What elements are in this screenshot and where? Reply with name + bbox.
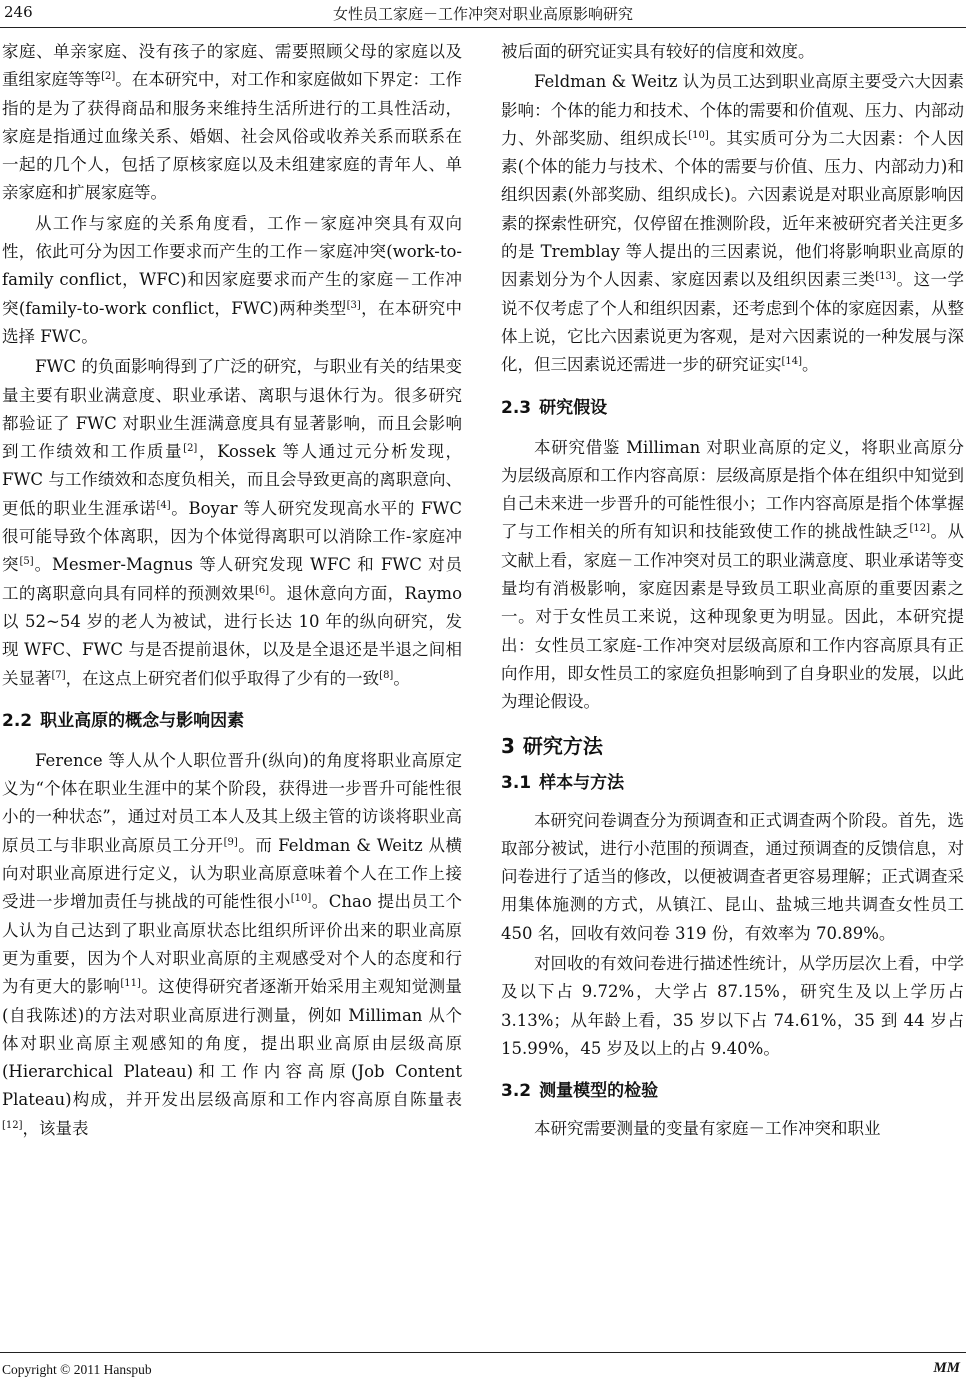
- citation[interactable]: [11]: [120, 978, 141, 990]
- section-heading: 3.1 样本与方法: [501, 772, 625, 793]
- citation[interactable]: [7]: [51, 669, 66, 681]
- citation[interactable]: [6]: [255, 584, 270, 596]
- header-rule: [0, 27, 966, 28]
- paragraph: Ference 等人从个人职位晋升(纵向)的角度将职业高原定义为“个体在职业生涯中的某个阶段，获得进一步晋升可能性很小的一种状态”，通过对员工本人及其上级主管的访谈将职业高原员工与非职业高原员工分开[9]。而 Feldman & Weitz 从横向对职业高原进行定义，认为职业高原意味着个人在工作上接受进一步增加责任与挑战的可能性很小[10]。Chao 提出员工个人认为自己达到了职业高原状态比组织所评价出来的职业高原更为重要，因为个人对职业高原的主观感受对个人的态度和行为有更大的影响[11]。这使得研究者逐渐开始采用主观知觉测量(自我陈述)的方法对职业高原进行测量，例如 Milliman 从个体对职业高原主观感知的角度，提出职业高原由层级高原(Hierarchical Plateau)和工作内容高原(Job Content Plateau)构成，并开发出层级高原和工作内容高原自陈量表[12]，该量表: [2, 750, 463, 1138]
- page-footer: [0, 1352, 966, 1386]
- citation[interactable]: [10]: [688, 129, 709, 141]
- right-column: [501, 38, 964, 1144]
- citation[interactable]: [8]: [379, 669, 394, 681]
- journal-abbrev: MM: [933, 1360, 960, 1376]
- citation[interactable]: [3]: [346, 299, 361, 311]
- citation[interactable]: [2]: [183, 443, 198, 455]
- citation[interactable]: [4]: [156, 499, 171, 511]
- section-heading: 3 研究方法: [501, 733, 603, 758]
- paragraph: Feldman & Weitz 认为员工达到职业高原主要受六大因素影响：个体的能力和技术、个体的需要和价值观、压力、内部动力、外部奖励、组织成长[10]。其实质可分为二大因素：个人因素(个体的能力与技术、个体的需要与价值、压力、内部动力)和组织因素(外部奖励、组织成长)。六因素说是对职业高原影响因素的探索性研究，仅停留在推测阶段，近年来被研究者关注更多的是 Tremblay 等人提出的三因素说，他们将影响职业高原的因素划分为个人因素、家庭因素以及组织因素三类[13]。这一学说不仅考虑了个人和组织因素，还考虑到个体的家庭因素，从整体上说，它比六因素说更为客观，是对六因素说的一种发展与深化，但三因素说还需进一步的研究证实[14]。: [501, 72, 965, 375]
- paragraph: 被后面的研究证实具有较好的信度和效度。: [501, 42, 815, 61]
- citation[interactable]: [2]: [101, 71, 116, 83]
- citation[interactable]: [5]: [19, 556, 34, 568]
- running-title: 女性员工家庭－工作冲突对职业高原影响研究: [332, 5, 633, 23]
- section-heading: 3.2 测量模型的检验: [501, 1081, 659, 1102]
- citation[interactable]: [14]: [781, 356, 803, 368]
- left-column: [2, 38, 462, 1143]
- paragraph: FWC 的负面影响得到了广泛的研究，与职业有关的结果变量主要有职业满意度、职业承诺、离职与退休行为。很多研究都验证了 FWC 对职业生涯满意度具有显著影响，而且会影响到工作绩效和工作质量[2]，Kossek 等人通过元分析发现，FWC 与工作绩效和态度负相关，而且会导致更高的离职意向、更低的职业生涯承诺[4]。Boyar 等人研究发现高水平的 FWC 很可能导致个体离职，因为个体觉得离职可以消除工作-家庭冲突[5]。Mesmer-Magnus 等人研究发现 WFC 和 FWC 对员工的离职意向具有同样的预测效果[6]。退休意向方面，Raymo 以 52~54 岁的老人为被试，进行长达 10 年的纵向研究，发现 WFC、FWC 与是否提前退休，以及是全退还是半退之间相关显著[7]，在这点上研究者们似乎取得了少有的一致[8]。: [2, 357, 463, 688]
- citation[interactable]: [10]: [290, 893, 312, 905]
- citation[interactable]: [12]: [909, 523, 930, 535]
- paragraph: 对回收的有效问卷进行描述性统计，从学历层次上看，中学及以下占 9.72%，大学占 87.15%，研究生及以上学历占 3.13%；从年龄上看，35 岁以下占 74.61%，35 到 44 岁占 15.99%，45 岁及以上的占 9.40%。: [501, 954, 964, 1058]
- page-header: [0, 0, 966, 32]
- section-heading: 2.3 研究假设: [501, 397, 608, 418]
- section-heading: 2.2 职业高原的概念与影响因素: [2, 710, 245, 731]
- paragraph: 本研究借鉴 Milliman 对职业高原的定义，将职业高原分为层级高原和工作内容高原：层级高原是指个体在组织中知觉到自己未来进一步晋升的可能性很小；工作内容高原是指个体掌握了与工作相关的所有知识和技能致使工作的挑战性缺乏[12]。从文献上看，家庭－工作冲突对员工的职业满意度、职业承诺等变量均有消极影响，家庭因素是导致员工职业高原的重要因素之一。对于女性员工来说，这种现象更为明显。因此，本研究提出：女性员工家庭-工作冲突对层级高原和工作内容高原具有正向作用，即女性员工的家庭负担影响到了自身职业的发展，以此为理论假设。: [501, 437, 965, 712]
- citation[interactable]: [9]: [223, 836, 238, 848]
- page-number: 246: [4, 3, 33, 21]
- citation[interactable]: [13]: [875, 271, 896, 283]
- citation[interactable]: [12]: [2, 1119, 23, 1131]
- paragraph: 从工作与家庭的关系角度看，工作－家庭冲突具有双向性，依此可分为因工作要求而产生的工作－家庭冲突(work-to-family conflict，WFC)和因家庭要求而产生的家庭－工作冲突(family-to-work conflict，FWC)两种类型[3]，在本研究中选择 FWC。: [2, 213, 463, 346]
- footer-rule: [0, 1352, 966, 1353]
- paragraph: 家庭、单亲家庭、没有孩子的家庭、需要照顾父母的家庭以及重组家庭等等[2]。在本研究中，对工作和家庭做如下界定：工作指的是为了获得商品和服务来维持生活所进行的工具性活动，家庭是指通过血缘关系、婚姻、社会风俗或收养关系而联系在一起的几个人，包括了原核家庭以及未组建家庭的青年人、单亲家庭和扩展家庭等。: [2, 42, 463, 203]
- paragraph: 本研究需要测量的变量有家庭－工作冲突和职业: [534, 1119, 881, 1139]
- copyright: Copyright © 2011 Hanspub: [2, 1362, 152, 1377]
- paragraph: 本研究问卷调查分为预调查和正式调查两个阶段。首先，选取部分被试，进行小范围的预调查，通过预调查的反馈信息，对问卷进行了适当的修改，以便被调查者更容易理解；正式调查采用集体施测的方式，从镇江、昆山、盐城三地共调查女性员工 450 名，回收有效问卷 319 份，有效率为 70.89%。: [501, 810, 964, 943]
